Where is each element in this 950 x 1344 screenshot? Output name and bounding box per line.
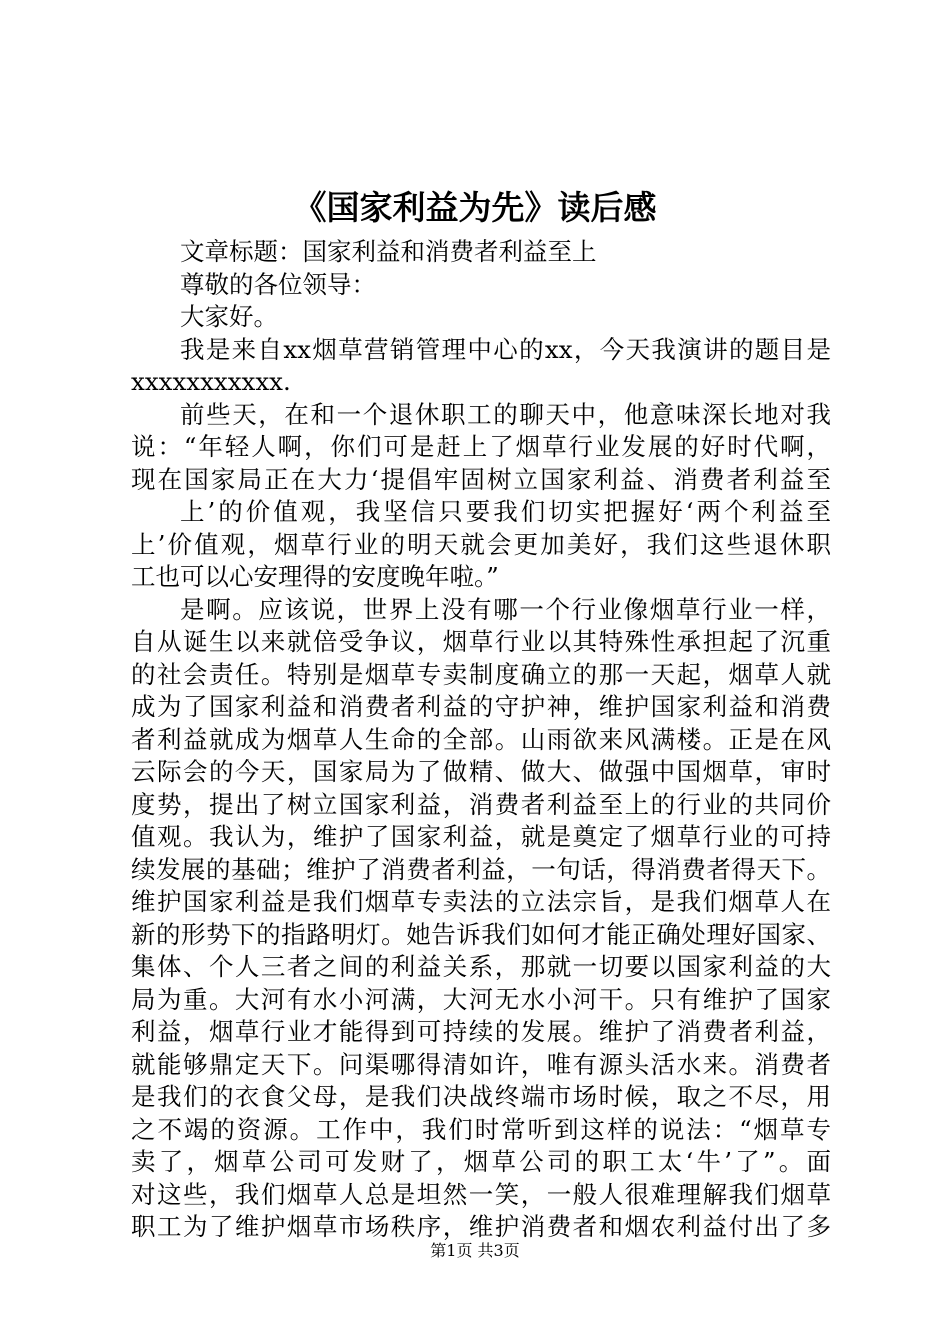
body-line: 新的形势下的指路明灯。她告诉我们如何才能正确处理好国家、 [131,919,831,949]
body-line: 现在国家局正在大力‘提倡牢固树立国家利益、消费者利益至 [131,464,831,494]
body-line: 云际会的今天，国家局为了做精、做大、做强中国烟草，审时 [131,757,831,786]
body-line: 者利益就成为烟草人生命的全部。山雨欲来风满楼。正是在风 [131,724,831,754]
body-line: 维护国家利益是我们烟草专卖法的立法宗旨，是我们烟草人在 [131,887,831,916]
body-line: 上’价值观，烟草行业的明天就会更加美好，我们这些退休职 [131,529,831,559]
body-line: 职工为了维护烟草市场秩序，维护消费者和烟农利益付出了多 [131,1212,831,1241]
body-line: xxxxxxxxxxx. [131,367,291,396]
body-line: 卖了，烟草公司可发财了，烟草公司的职工太‘牛’了”。面 [131,1147,831,1176]
body-line: 局为重。大河有水小河满，大河无水小河干。只有维护了国家 [131,984,831,1014]
body-line: 我是来自xx烟草营销管理中心的xx，今天我演讲的题目是 [180,334,831,364]
body-line: 说：“年轻人啊，你们可是赶上了烟草行业发展的好时代啊， [131,432,831,461]
body-line: 自从诞生以来就倍受争议，烟草行业以其特殊性承担起了沉重 [131,627,831,656]
body-line: 的社会责任。特别是烟草专卖制度确立的那一天起，烟草人就 [131,659,831,689]
body-line: 续发展的基础；维护了消费者利益，一句话，得消费者得天下。 [131,854,831,884]
body-line: 前些天，在和一个退休职工的聊天中，他意味深长地对我 [180,399,831,429]
body-line: 是我们的衣食父母，是我们决战终端市场时候，取之不尽，用 [131,1082,831,1111]
body-line: 就能够鼎定天下。问渠哪得清如许，唯有源头活水来。消费者 [131,1049,831,1079]
body-line: 大家好。 [180,302,278,331]
body-line: 集体、个人三者之间的利益关系，那就一切要以国家利益的大 [131,952,831,981]
body-line: 是啊。应该说，世界上没有哪一个行业像烟草行业一样， [180,594,831,624]
page-title: 《国家利益为先》读后感 [293,188,657,227]
body-line: 工也可以心安理得的安度晚年啦。” [131,562,499,591]
body-line: 值观。我认为，维护了国家利益，就是奠定了烟草行业的可持 [131,822,831,851]
body-line: 度势，提出了树立国家利益，消费者利益至上的行业的共同价 [131,789,831,819]
page-number-footer: 第1页 共3页 [430,1241,520,1260]
body-line: 之不竭的资源。工作中，我们时常听到这样的说法：“烟草专 [131,1114,831,1144]
body-line: 利益，烟草行业才能得到可持续的发展。维护了消费者利益， [131,1017,831,1046]
body-line: 上’的价值观，我坚信只要我们切实把握好‘两个利益至 [180,497,831,526]
body-line: 对这些，我们烟草人总是坦然一笑，一般人很难理解我们烟草 [131,1179,831,1209]
document-body [131,236,831,1244]
body-line: 尊敬的各位领导： [180,269,376,299]
body-line: 成为了国家利益和消费者利益的守护神，维护国家利益和消费 [131,692,831,721]
body-line: 文章标题：国家利益和消费者利益至上 [180,237,597,266]
